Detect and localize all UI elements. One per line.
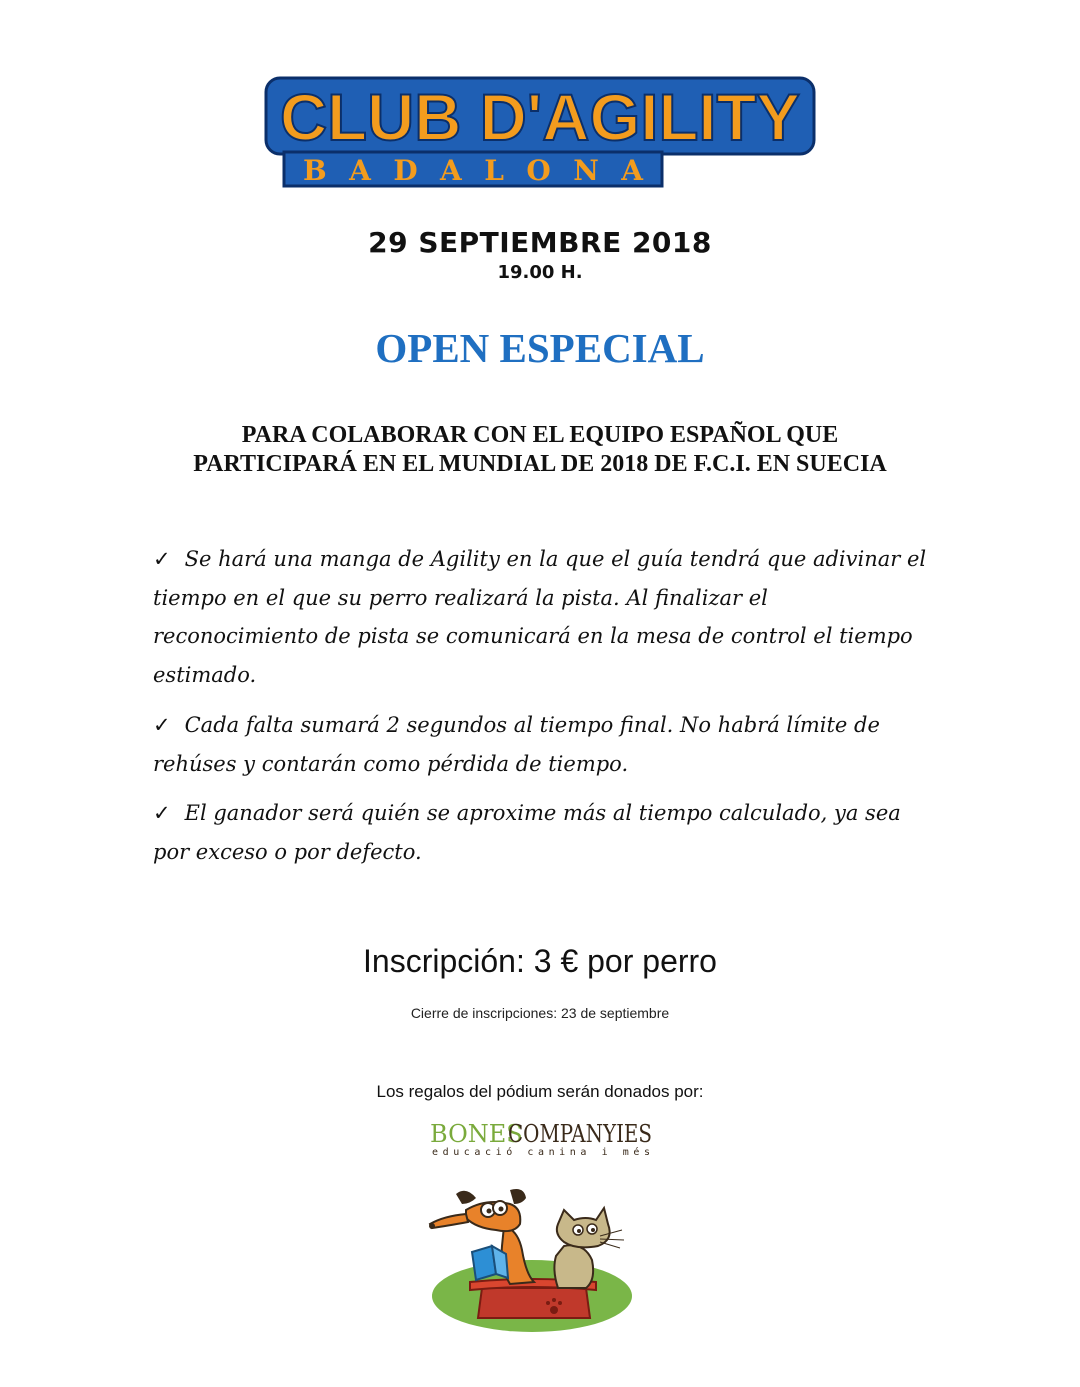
sponsor-name-part2: COMPANYIES — [508, 1120, 652, 1148]
registration-deadline: Cierre de inscripciones: 23 de septiembre — [410, 1005, 670, 1021]
sponsor-tagline: educació canina i més — [432, 1147, 650, 1158]
rule-item — [153, 540, 933, 695]
rule-text: El ganador será quién se aproxime más al tiempo calculado, ya sea por exceso o por defecto. — [153, 801, 901, 864]
sponsor-logo — [428, 1118, 654, 1158]
check-icon: ✓ — [153, 547, 171, 571]
event-title: OPEN ESPECIAL — [375, 325, 705, 371]
event-time: 19.00 H. — [497, 262, 583, 283]
subtitle-line-1: PARA COLABORAR CON EL EQUIPO ESPAÑOL QUE — [241, 422, 839, 448]
event-subtitle — [140, 421, 940, 479]
rule-item — [153, 794, 933, 871]
logo-club-text: CLUB D'AGILITY — [280, 80, 800, 154]
rule-text: Se hará una manga de Agility en la que el guía tendrá que adivinar el tiempo en el que su perro realizará la pista. Al finalizar el reconocimiento de pista se comunicará en la mesa de control el tiempo estimado. — [153, 547, 927, 688]
rules-list — [153, 540, 933, 883]
rule-text: Cada falta sumará 2 segundos al tiempo final. No habrá límite de rehúses y contarán como pérdida de tiempo. — [153, 712, 880, 776]
rule-item — [153, 706, 933, 783]
check-icon: ✓ — [153, 801, 171, 826]
registration-fee: Inscripción: 3 € por perro — [363, 943, 717, 979]
subtitle-line-2: PARTICIPARÁ EN EL MUNDIAL DE 2018 DE F.C.I. EN SUECIA — [193, 451, 887, 477]
dog-and-cat-illustration — [426, 1184, 638, 1334]
check-icon: ✓ — [153, 712, 171, 737]
sponsor-name-part1: BONES — [430, 1120, 523, 1148]
podium-gifts-text: Los regalos del pódium serán donados por: — [376, 1082, 704, 1101]
club-logo — [262, 74, 818, 190]
event-date: 29 SEPTIEMBRE 2018 — [368, 226, 712, 259]
logo-badalona-text: BADALONA — [303, 154, 643, 187]
